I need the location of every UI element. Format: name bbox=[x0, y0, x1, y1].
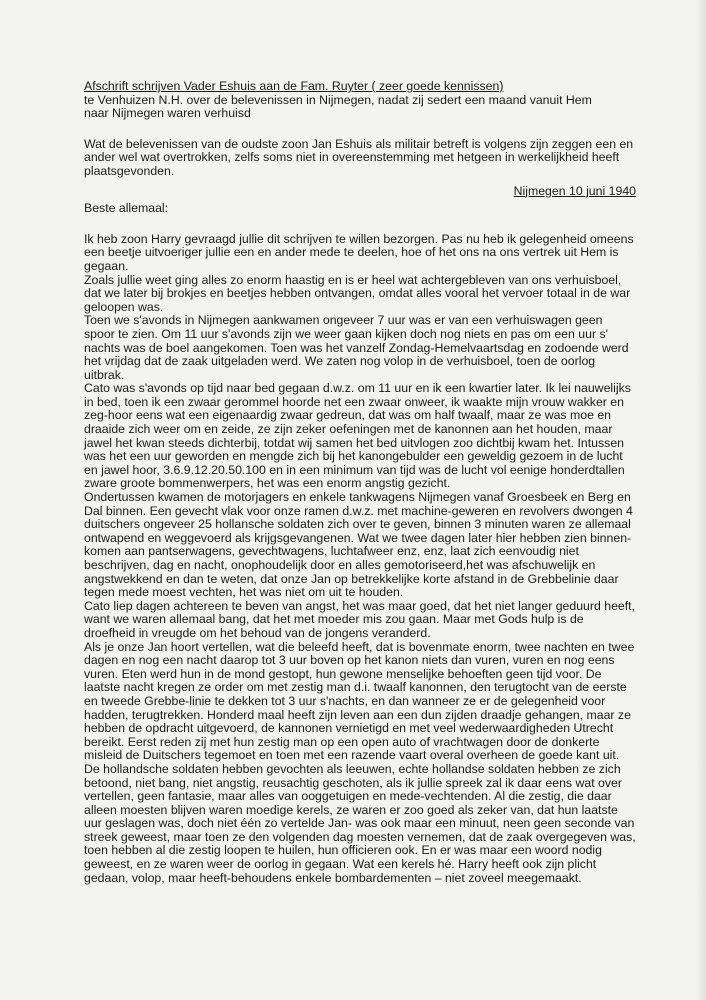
body-paragraph: De hollandsche soldaten hebben gevochten als leeuwen, echte hollandse soldaten hebben ze zich betoond, niet bang, niet angstig, reusachtig geschoten, als ik jullie spreek zal ik daar eens wat over vertellen, geen fantasie, maar alles van ooggetuigen en mede-vechtenden. Al die zestig, die daar alleen moesten blijven waren moedige kerels, ze waren er zoo goed als zeker van, dat hun laatste uur geslagen was, doch niet één zo vertelde Jan- was ook maar een minuut, neen geen seconde van streek geweest, maar toen ze den volgenden dag moesten vernemen, dat de zaak overgegeven was, toen hebben al die zestig loopen te huilen, hun officieren ook. En er was maar een woord nodig geweest, en ze waren weer de oorlog in gegaan. Wat een kerels hé. Harry heeft ook zijn plicht gedaan, volop, maar heeft-behoudens enkele bombardementen – niet zoveel meegemaakt. bbox=[84, 761, 636, 885]
dateline: Nijmegen 10 juni 1940 bbox=[513, 183, 636, 198]
body-paragraph: Cato liep dagen achtereen te beven van angst, het was maar goed, dat het niet langer geduurd heeft, want we waren allemaal bang, dat het met moeder mis zou gaan. Maar met Gods hulp is de droefheid in vreugde om het behoud van de jongens veranderd. bbox=[84, 598, 636, 640]
intro-paragraph: Wat de belevenissen van de oudste zoon Jan Eshuis als militair betreft is volgens zijn zeggen een en ander wel wat overtrokken, zelfs soms niet in overeenstemming met hetgeen in werkelijkheid heeft plaatsgevonden. bbox=[84, 136, 634, 178]
page-edge-shadow bbox=[696, 0, 706, 1000]
header-line-2: te Venhuizen N.H. over de belevenissen in Nijmegen, nadat zij sedert een maand vanuit Hem bbox=[84, 92, 592, 107]
body-paragraph: Zoals jullie weet ging alles zo enorm haastig en is er heel wat achtergebleven van ons verhuisboel, dat we later bij brokjes en beetjes hebben ontvangen, omdat alles vooral het vervoer totaal in de war geloopen was. bbox=[84, 272, 631, 314]
body-paragraph: Cato was s'avonds op tijd naar bed gegaan d.w.z. om 11 uur en ik een kwartier later. Ik lei nauwelijks in bed, toen ik een zwaar gerommel hoorde net een zwaar onweer, ik waakte mijn vrouw wakker en zeg-hoor eens wat een eigenaardig zwaar gedreun, dat was om half twaalf, maar ze was moe en draaide zich weer om en zeide, ze zijn zeker oefeningen met de kanonnen aan het houden, maar jawel het kwan steeds dichterbij, totdat wij samen het bed uitvlogen zoo dichtbij kwam het. Intussen was het een uur geworden en mengde zich bij het kanongebulder een geweldig gezoem in de lucht en jawel hoor, 3.6.9.12.20.50.100 en in een minimum van tijd was de lucht vol eenige honderdtallen zware groote bommenwerpers, het was een enorm angstig gezicht. bbox=[84, 381, 631, 491]
letter-content bbox=[84, 80, 636, 885]
letter-body bbox=[84, 233, 636, 886]
greeting: Beste allemaal: bbox=[84, 201, 169, 216]
body-paragraph: Ik heb zoon Harry gevraagd jullie dit schrijven te willen bezorgen. Pas nu heb ik gelegenheid omeens een beetje uitvoeriger jullie een en ander mede te deelen, hoe of het ons na ons vertrek uit Hem is gegaan. bbox=[84, 231, 634, 273]
body-paragraph: Toen we s'avonds in Nijmegen aankwamen ongeveer 7 uur was er van een verhuiswagen geen spoor te zien. Om 11 uur s'avonds zijn we weer gaan kijken doch nog niets en pas om een uur s' nachts was de boel aangekomen. Toen was het vanzelf Zondag-Hemelvaartsdag en zodoende werd het vrijdag dat de zaak uitgeladen werd. We zaten nog volop in de verhuisboel, toen de oorlog uitbrak. bbox=[84, 313, 629, 382]
body-paragraph: Ondertussen kwamen de motorjagers en enkele tankwagens Nijmegen vanaf Groesbeek en Berg en Dal binnen. Een gevecht vlak voor onze ramen d.w.z. met machine-geweren en revolvers dwongen 4 duitschers ongeveer 25 hollansche soldaten zich over te geven, binnen 3 minuten waren ze allemaal ontwapend en weggevoerd als krijgsgevangenen. Wat we twee dagen later hier hebben zien binnen-komen aan pantserwagens, gevechtwagens, luchtafweer enz, enz, laat zich eenvoudig niet beschrijven, dag en nacht, onophoudelijk door en alles gemotoriseerd,het was afschuwelijk en angstwekkend en dan te weten, dat onze Jan op betrekkelijke korte afstand in de Grebbelinie daar tegen mede moest vechten, het was niet om uit te houden. bbox=[84, 490, 633, 600]
header-title: Afschrift schrijven Vader Eshuis aan de Fam. Ruyter ( zeer goede kennissen) bbox=[84, 79, 504, 93]
body-paragraph: Als je onze Jan hoort vertellen, wat die beleefd heeft, dat is bovenmate enorm, twee nachten en twee dagen en nog een nacht daarop tot 3 uur boven op het kanon niets dan vuren, vuren en nog eens vuren. Eten werd hun in de mond gestopt, hun gewone menselijke behoeften geen tijd voor. De laatste nacht kregen ze order om met zestig man d.i. twaalf kanonnen, den terugtocht van de eerste en tweede Grebbe-linie te dekken tot 3 uur s'nachts, en dan wanneer ze er de gelegenheid voor hadden, terugtrekken. Honderd maal heeft zijn leven aan een dun zijden draadje gehangen, maar ze hebben de opdracht uitgevoerd, de kannonen vernietigd en met veel wederwaardigheden Utrecht bereikt. Eerst reden zij met hun zestig man op een open auto of vrachtwagen door de donkerte misleid de Duitschers tegemoet en toen met een razende vaart overal overheen de goede kant uit. bbox=[84, 639, 635, 763]
header-line-3: naar Nijmegen waren verhuisd bbox=[84, 106, 251, 121]
